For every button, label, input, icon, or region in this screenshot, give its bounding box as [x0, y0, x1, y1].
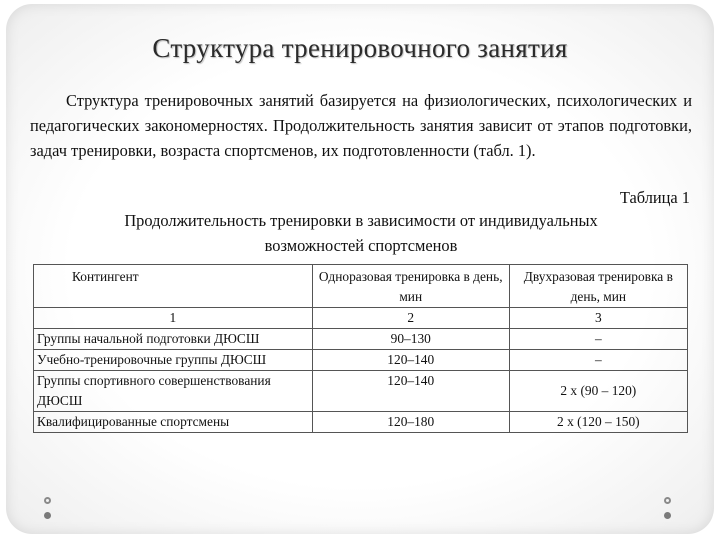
header-double-label: Двухразовая тренировка в день, мин: [523, 269, 673, 304]
col-number-1: 1: [34, 308, 313, 329]
table-row: [34, 329, 688, 350]
row-double: –: [509, 350, 687, 371]
row-single: 90–130: [312, 329, 509, 350]
row-contingent: Группы начальной подготовки ДЮСШ: [34, 329, 313, 350]
row-single: 120–140: [312, 371, 509, 412]
header-contingent: [34, 265, 313, 308]
row-double: 2 х (90 – 120): [509, 371, 687, 412]
intro-paragraph: Структура тренировочных занятий базируется на физиологических, психологических и педагогических закономерностях. Продолжительность занятия зависит от этапов подготовки, задач тренировки, возраста спортсменов, их подготовленности (табл. 1).: [30, 91, 692, 160]
table-caption-line1: Продолжительность тренировки в зависимости от индивидуальных: [124, 211, 598, 230]
table-caption: [30, 208, 692, 258]
table-caption-line2: возможностей спортсменов: [264, 236, 458, 255]
header-contingent-label: Контингент: [72, 269, 139, 284]
row-contingent: Квалифицированные спортсмены: [34, 412, 313, 433]
duration-table: [33, 264, 688, 433]
col-number-3: 3: [509, 308, 687, 329]
row-single: 120–180: [312, 412, 509, 433]
dot-icon: [44, 512, 51, 519]
header-double: [509, 265, 687, 308]
dot-icon: [664, 512, 671, 519]
table-row: [34, 350, 688, 371]
header-single: [312, 265, 509, 308]
row-single: 120–140: [312, 350, 509, 371]
table-header-row: [34, 265, 688, 308]
table-row: [34, 412, 688, 433]
header-single-label: Одноразовая тренировка в день, мин: [318, 269, 503, 304]
ring-icon: [44, 497, 51, 504]
table-number: Таблица 1: [619, 188, 690, 207]
row-contingent: Учебно-тренировочные группы ДЮСШ: [34, 350, 313, 371]
slide-title: Структура тренировочного занятия: [152, 33, 568, 63]
table-row: [34, 371, 688, 412]
table-number-row: [34, 308, 688, 329]
row-contingent: Группы спортивного совершенствования ДЮСШ: [34, 371, 313, 412]
row-double: –: [509, 329, 687, 350]
col-number-2: 2: [312, 308, 509, 329]
ring-icon: [664, 497, 671, 504]
row-double: 2 х (120 – 150): [509, 412, 687, 433]
